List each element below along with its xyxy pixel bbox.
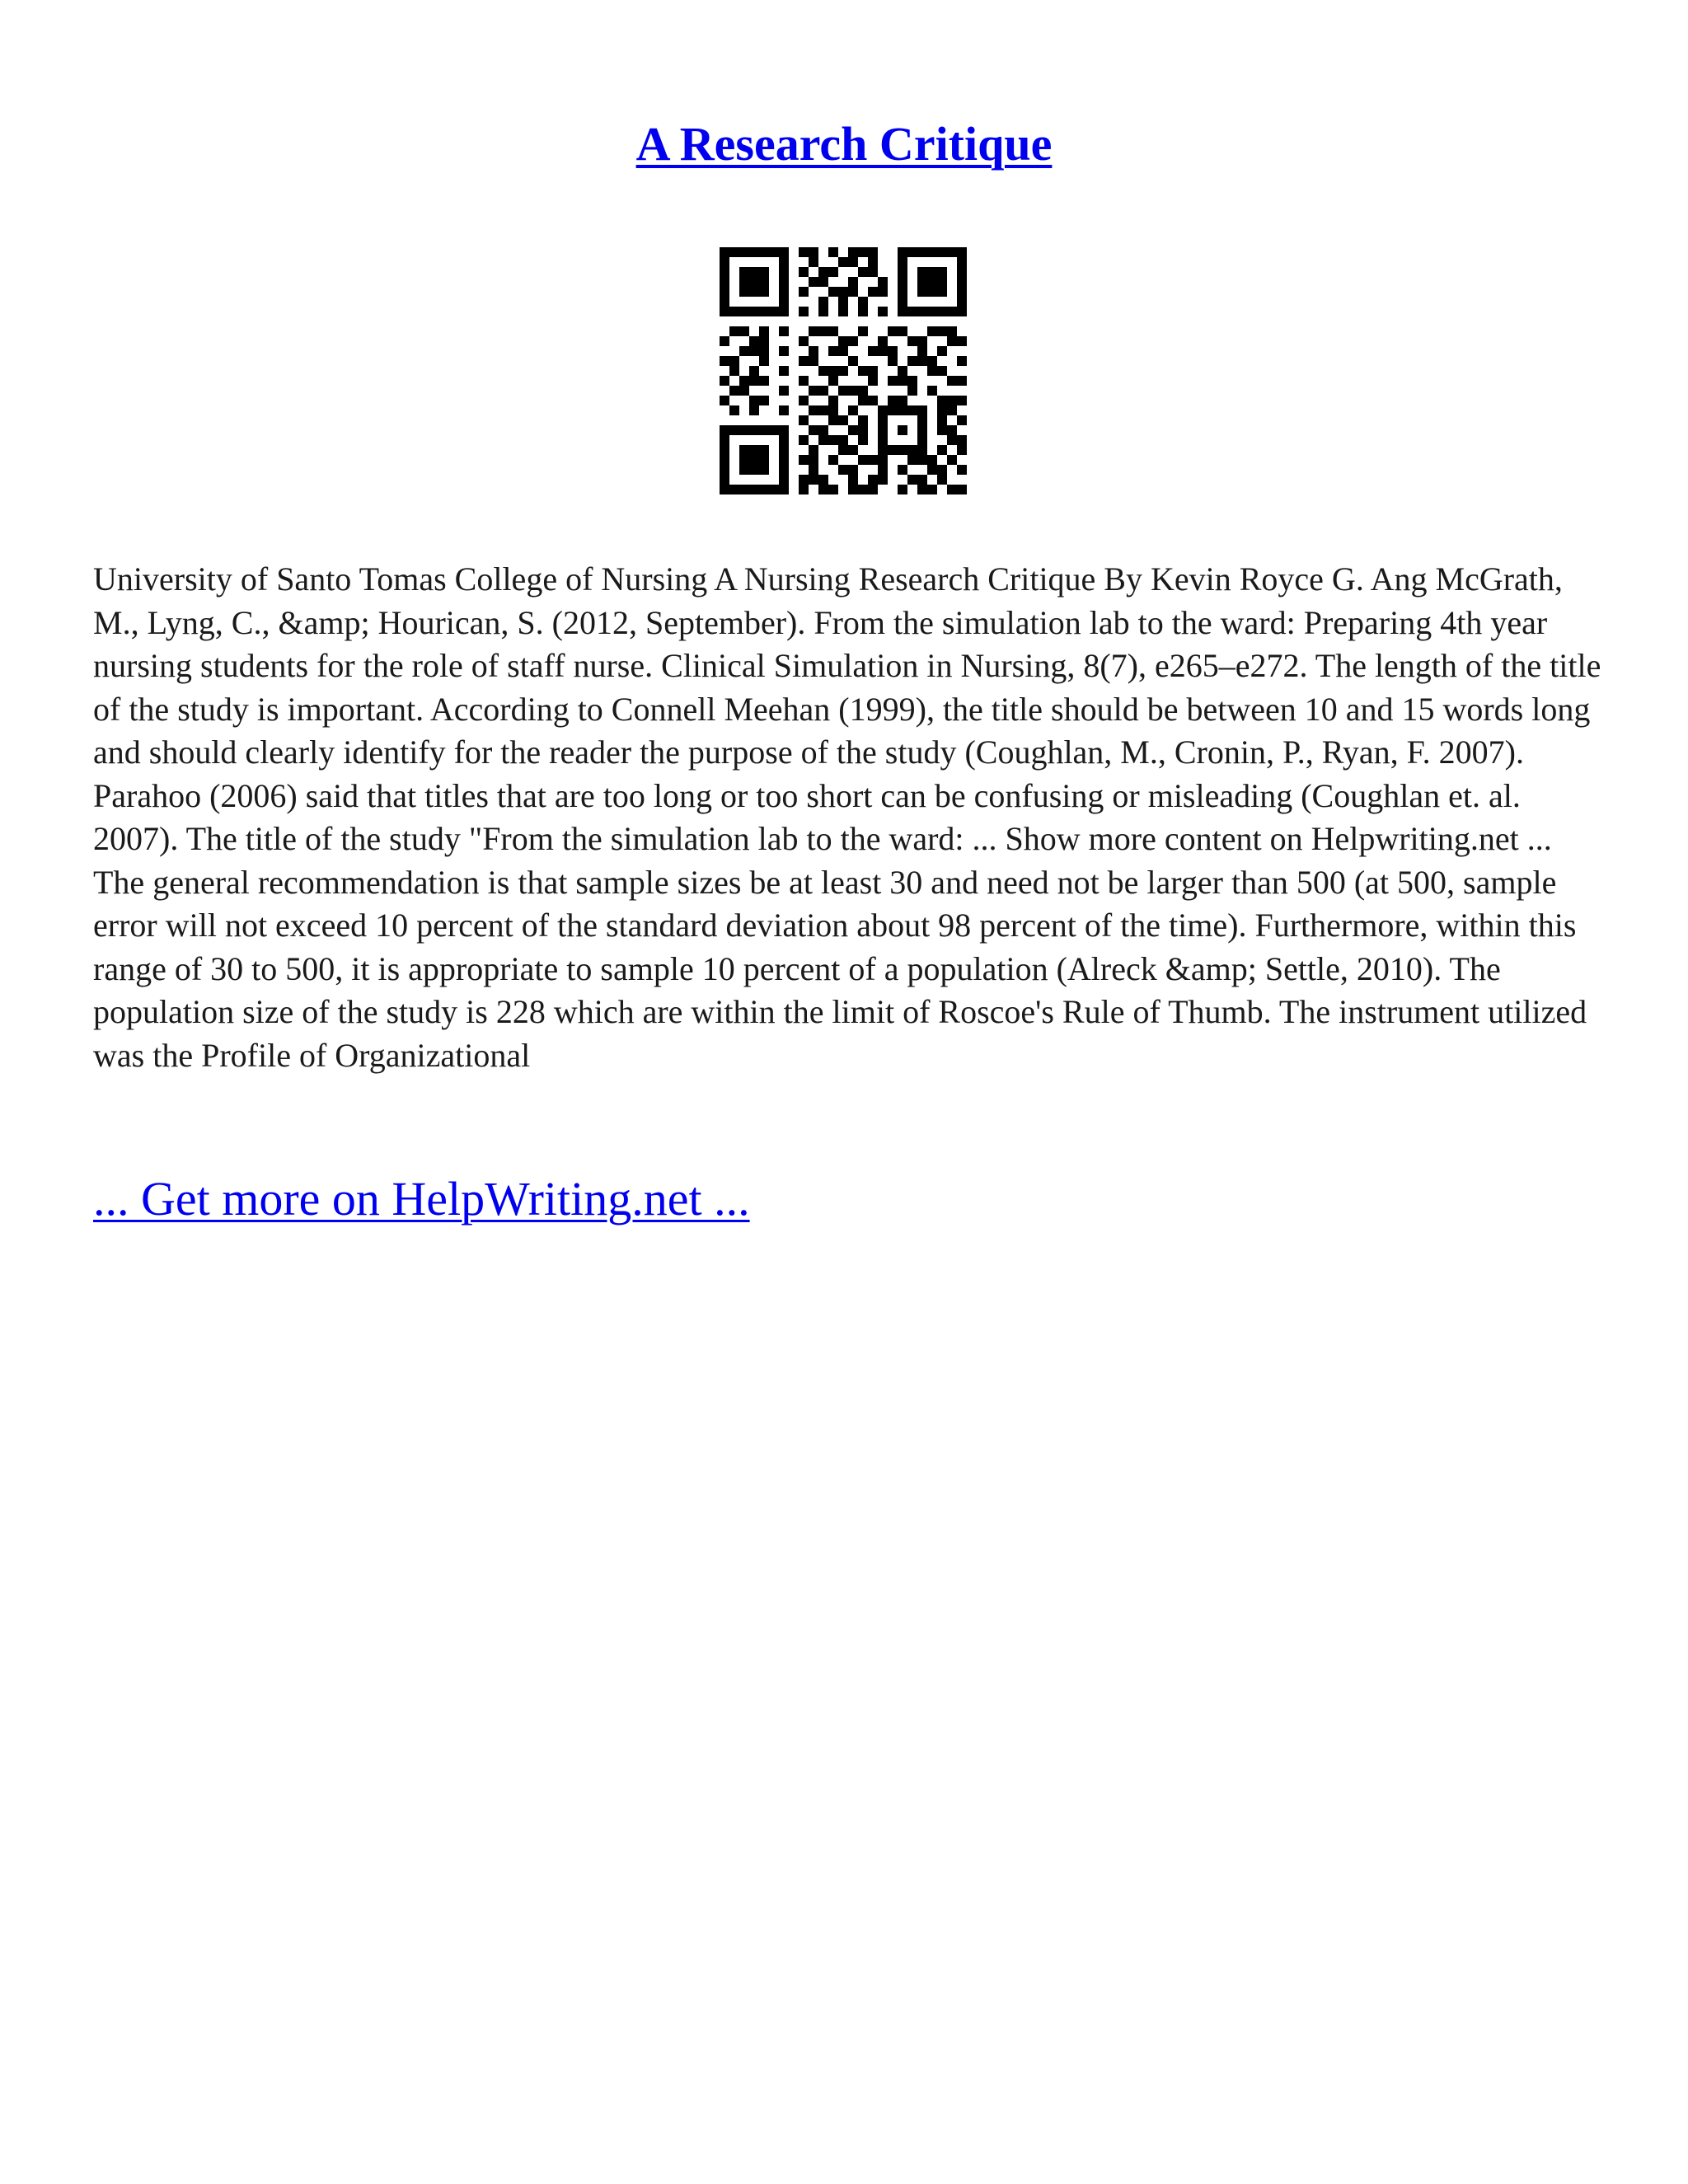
body-text — [93, 558, 1601, 1077]
get-more-link-container — [93, 1170, 750, 1228]
title-link[interactable]: A Research Critique — [635, 117, 1053, 171]
body-paragraph: University of Santo Tomas College of Nursing A Nursing Research Critique By Kevin Royce G. Ang McGrath, M., Lyng, C., &amp; Hourican, S. (2012, September). From the simulation lab to the ward: Preparing 4th year nursing students for the role of staff nurse. Clinical Simulation in Nursing, 8(7), e265–e272. The length of the title of the study is important. According to Connell Meehan (1999), the title should be between 10 and 15 words long and should clearly identify for the reader the purpose of the study (Coughlan, M., Cronin, P., Ryan, F. 2007). Parahoo (2006) said that titles that are too long or too short can be confusing or misleading (Coughlan et. al. 2007). The title of the study "From the simulation lab to the ward: ... Show more content on Helpwriting.net ... — [93, 560, 1601, 857]
body-paragraph: The general recommendation is that sample sizes be at least 30 and need not be larger than 500 (at 500, sample error will not exceed 10 percent of the standard deviation about 98 percent of the time). Furthermore, within this range of 30 to 500, it is appropriate to sample 10 percent of a population (Alreck &amp; Settle, 2010). The population size of the study is 228 which are within the limit of Roscoe's Rule of Thumb. The instrument utilized was the Profile of Organizational — [93, 863, 1587, 1074]
get-more-link[interactable]: ... Get more on HelpWriting.net ... — [93, 1172, 750, 1226]
page-title — [0, 115, 1688, 173]
qr-code-icon — [720, 247, 967, 494]
